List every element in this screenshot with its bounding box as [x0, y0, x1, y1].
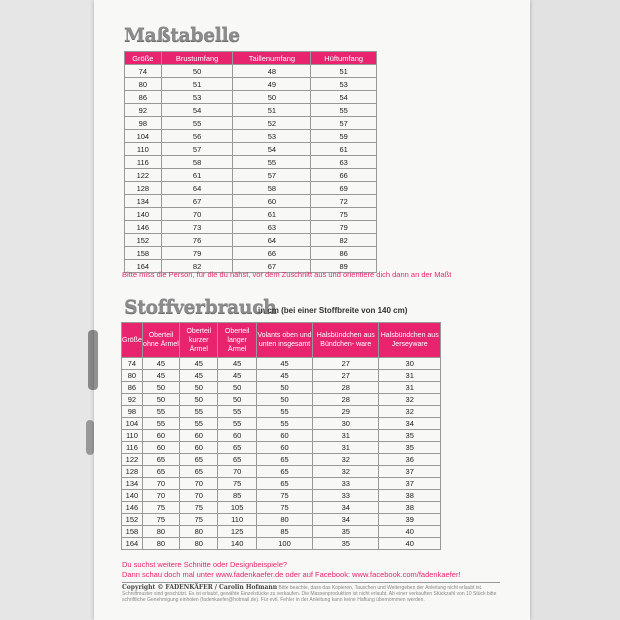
column-header: Volants oben und unten insgesamt — [256, 323, 312, 358]
table-row — [125, 182, 377, 195]
table-cell: 64 — [161, 182, 233, 195]
table-row — [122, 382, 441, 394]
table-row — [125, 117, 377, 130]
column-header: Oberteil langer Ärmel — [218, 323, 256, 358]
table-cell: 82 — [311, 234, 377, 247]
table-cell: 69 — [311, 182, 377, 195]
table-cell: 60 — [142, 430, 179, 442]
table-cell: 65 — [256, 454, 312, 466]
table-cell: 34 — [313, 502, 379, 514]
footer-text: Bitte beachte, dass das Kopieren, Tauschen und Weitergeben der Anleitung nicht erlaubt ist. Schnittmuster sind geschützt. Es ist erlaubt, gewähte Einzelstücke zu verkaufen. Die Massenproduktion ist nicht erlaubt. Ab einer verkauften Stückzahl von 10 Stück bitte schriftliche Genehmigung einholen (fadenkaefer@hotmail.de). Für evtl. Fehler in der Anleitung kann keine Haftung übernommen werden. — [122, 585, 497, 603]
table-cell: 92 — [125, 104, 162, 117]
table-cell: 66 — [311, 169, 377, 182]
table-cell: 65 — [180, 454, 218, 466]
table-cell: 86 — [125, 91, 162, 104]
table-row — [125, 78, 377, 91]
table-cell: 164 — [122, 538, 143, 550]
table-cell: 146 — [122, 502, 143, 514]
table-row — [122, 478, 441, 490]
promo-line-1: Du suchst weitere Schnitte oder Designbeispiele? — [122, 560, 288, 569]
table-cell: 86 — [311, 247, 377, 260]
table-cell: 50 — [218, 382, 256, 394]
table-cell: 67 — [161, 195, 233, 208]
table-cell: 128 — [122, 466, 143, 478]
table-cell: 122 — [125, 169, 162, 182]
table-row — [125, 195, 377, 208]
table-cell: 60 — [256, 442, 312, 454]
table-cell: 38 — [379, 502, 441, 514]
table-cell: 116 — [125, 156, 162, 169]
table-cell: 34 — [379, 418, 441, 430]
table-cell: 50 — [142, 394, 179, 406]
table-cell: 60 — [233, 195, 311, 208]
table-cell: 152 — [122, 514, 143, 526]
table-cell: 60 — [256, 430, 312, 442]
table-cell: 146 — [125, 221, 162, 234]
table-cell: 110 — [122, 430, 143, 442]
table-cell: 66 — [233, 247, 311, 260]
table-cell: 75 — [256, 490, 312, 502]
table-cell: 49 — [233, 78, 311, 91]
table-cell: 140 — [218, 538, 256, 550]
table-row — [125, 221, 377, 234]
table-cell: 31 — [379, 370, 441, 382]
table-row — [125, 169, 377, 182]
table-row — [122, 418, 441, 430]
table-cell: 80 — [256, 514, 312, 526]
table-cell: 34 — [313, 514, 379, 526]
footer — [122, 585, 502, 603]
table-cell: 104 — [122, 418, 143, 430]
table-cell: 152 — [125, 234, 162, 247]
table-cell: 30 — [313, 418, 379, 430]
table-cell: 33 — [313, 478, 379, 490]
table-cell: 35 — [313, 526, 379, 538]
table-cell: 57 — [161, 143, 233, 156]
table-cell: 45 — [142, 358, 179, 370]
column-header: Größe — [125, 52, 162, 65]
table-cell: 70 — [218, 466, 256, 478]
table-cell: 32 — [313, 466, 379, 478]
table-cell: 98 — [122, 406, 143, 418]
table-cell: 51 — [233, 104, 311, 117]
table-cell: 75 — [180, 514, 218, 526]
table-cell: 76 — [161, 234, 233, 247]
table-cell: 61 — [161, 169, 233, 182]
table-cell: 48 — [233, 65, 311, 78]
table-row — [125, 91, 377, 104]
table-cell: 52 — [233, 117, 311, 130]
column-header: Brustumfang — [161, 52, 233, 65]
table-cell: 55 — [142, 418, 179, 430]
table-cell: 51 — [161, 78, 233, 91]
table-cell: 53 — [233, 130, 311, 143]
sizes-title: Maßtabelle — [124, 24, 240, 46]
column-header: Halsbündchen aus Jerseyware — [379, 323, 441, 358]
table-cell: 61 — [311, 143, 377, 156]
table-cell: 70 — [161, 208, 233, 221]
table-row — [122, 514, 441, 526]
table-cell: 31 — [379, 382, 441, 394]
table-cell: 30 — [379, 358, 441, 370]
table-cell: 75 — [142, 514, 179, 526]
table-cell: 134 — [122, 478, 143, 490]
table-cell: 79 — [161, 247, 233, 260]
table-cell: 80 — [142, 538, 179, 550]
table-cell: 105 — [218, 502, 256, 514]
table-cell: 72 — [311, 195, 377, 208]
table-cell: 70 — [180, 490, 218, 502]
header-row — [122, 323, 441, 358]
table-cell: 50 — [142, 382, 179, 394]
table-cell: 140 — [122, 490, 143, 502]
table-cell: 67 — [233, 260, 311, 273]
table-cell: 45 — [180, 358, 218, 370]
footer-divider — [122, 582, 500, 583]
table-cell: 80 — [125, 78, 162, 91]
table-cell: 125 — [218, 526, 256, 538]
table-cell: 51 — [311, 65, 377, 78]
table-cell: 55 — [180, 418, 218, 430]
table-cell: 60 — [142, 442, 179, 454]
shadow-mark — [86, 420, 94, 455]
table-cell: 82 — [161, 260, 233, 273]
table-row — [125, 208, 377, 221]
table-cell: 53 — [311, 78, 377, 91]
table-cell: 50 — [218, 394, 256, 406]
table-cell: 37 — [379, 478, 441, 490]
table-row — [122, 454, 441, 466]
table-cell: 55 — [180, 406, 218, 418]
table-cell: 75 — [256, 502, 312, 514]
table-cell: 50 — [256, 382, 312, 394]
table-cell: 55 — [233, 156, 311, 169]
copyright: Copyright © FADENKÄFER / Carolin Hofmann — [122, 584, 278, 591]
table-row — [125, 130, 377, 143]
table-cell: 27 — [313, 358, 379, 370]
table-row — [125, 247, 377, 260]
table-cell: 28 — [313, 394, 379, 406]
table-cell: 54 — [311, 91, 377, 104]
table-cell: 45 — [256, 370, 312, 382]
background-right — [530, 0, 620, 620]
table-cell: 158 — [122, 526, 143, 538]
measure-note: Bitte miss die Person, für die du nähst, vor dem Zuschnitt aus und orientiere dich dann an der Maßt — [122, 270, 452, 279]
table-row — [122, 430, 441, 442]
table-row — [122, 442, 441, 454]
table-cell: 73 — [161, 221, 233, 234]
table-cell: 53 — [161, 91, 233, 104]
table-cell: 85 — [218, 490, 256, 502]
background-left — [0, 0, 94, 620]
table-cell: 58 — [161, 156, 233, 169]
table-cell: 56 — [161, 130, 233, 143]
table-cell: 35 — [313, 538, 379, 550]
table-cell: 35 — [379, 442, 441, 454]
fabric-table — [121, 322, 441, 550]
table-cell: 45 — [218, 370, 256, 382]
table-cell: 40 — [379, 526, 441, 538]
table-cell: 32 — [313, 454, 379, 466]
table-cell: 70 — [142, 490, 179, 502]
table-cell: 45 — [180, 370, 218, 382]
fabric-title: Stoffverbrauch — [124, 296, 277, 318]
table-cell: 58 — [233, 182, 311, 195]
table-cell: 122 — [122, 454, 143, 466]
table-cell: 60 — [218, 430, 256, 442]
table-cell: 164 — [125, 260, 162, 273]
table-cell: 35 — [379, 430, 441, 442]
table-cell: 50 — [161, 65, 233, 78]
table-cell: 92 — [122, 394, 143, 406]
table-row — [122, 370, 441, 382]
table-row — [122, 394, 441, 406]
table-cell: 74 — [125, 65, 162, 78]
table-cell: 32 — [379, 406, 441, 418]
table-row — [125, 234, 377, 247]
table-cell: 104 — [125, 130, 162, 143]
table-row — [125, 104, 377, 117]
table-cell: 89 — [311, 260, 377, 273]
column-header: Größe — [122, 323, 143, 358]
table-row — [122, 406, 441, 418]
table-cell: 50 — [233, 91, 311, 104]
table-cell: 38 — [379, 490, 441, 502]
table-cell: 75 — [311, 208, 377, 221]
table-cell: 100 — [256, 538, 312, 550]
table-cell: 116 — [122, 442, 143, 454]
table-cell: 61 — [233, 208, 311, 221]
table-cell: 27 — [313, 370, 379, 382]
table-cell: 55 — [311, 104, 377, 117]
table-cell: 65 — [180, 466, 218, 478]
column-header: Hüftumfang — [311, 52, 377, 65]
table-cell: 50 — [256, 394, 312, 406]
table-cell: 36 — [379, 454, 441, 466]
table-cell: 85 — [256, 526, 312, 538]
table-cell: 63 — [233, 221, 311, 234]
column-header: Taillenumfang — [233, 52, 311, 65]
column-header: Halsbündchen aus Bündchen- ware — [313, 323, 379, 358]
table-row — [122, 466, 441, 478]
table-cell: 57 — [311, 117, 377, 130]
table-cell: 63 — [311, 156, 377, 169]
table-cell: 70 — [142, 478, 179, 490]
table-cell: 65 — [256, 478, 312, 490]
sizes-table — [124, 51, 377, 273]
table-cell: 65 — [218, 454, 256, 466]
shadow-mark — [88, 330, 98, 390]
table-cell: 45 — [256, 358, 312, 370]
header-row — [125, 52, 377, 65]
table-cell: 37 — [379, 466, 441, 478]
table-cell: 65 — [142, 454, 179, 466]
table-cell: 140 — [125, 208, 162, 221]
table-cell: 28 — [313, 382, 379, 394]
table-row — [122, 526, 441, 538]
table-cell: 54 — [161, 104, 233, 117]
table-cell: 65 — [256, 466, 312, 478]
table-cell: 80 — [180, 526, 218, 538]
table-cell: 128 — [125, 182, 162, 195]
table-cell: 55 — [218, 418, 256, 430]
table-cell: 74 — [122, 358, 143, 370]
table-row — [125, 156, 377, 169]
table-cell: 158 — [125, 247, 162, 260]
table-cell: 50 — [180, 382, 218, 394]
table-cell: 45 — [142, 370, 179, 382]
table-cell: 29 — [313, 406, 379, 418]
table-cell: 75 — [142, 502, 179, 514]
fabric-subtitle: in cm (bei einer Stoffbreite von 140 cm) — [258, 306, 408, 315]
table-cell: 86 — [122, 382, 143, 394]
table-cell: 55 — [142, 406, 179, 418]
table-cell: 79 — [311, 221, 377, 234]
table-cell: 64 — [233, 234, 311, 247]
table-cell: 65 — [218, 442, 256, 454]
table-cell: 39 — [379, 514, 441, 526]
table-row — [122, 502, 441, 514]
table-cell: 80 — [142, 526, 179, 538]
table-cell: 60 — [180, 430, 218, 442]
table-row — [122, 358, 441, 370]
table-cell: 31 — [313, 430, 379, 442]
table-cell: 40 — [379, 538, 441, 550]
column-header: Oberteil ohne Ärmel — [142, 323, 179, 358]
table-cell: 31 — [313, 442, 379, 454]
table-cell: 75 — [180, 502, 218, 514]
table-row — [122, 490, 441, 502]
table-cell: 98 — [125, 117, 162, 130]
table-cell: 45 — [218, 358, 256, 370]
table-cell: 33 — [313, 490, 379, 502]
table-row — [122, 538, 441, 550]
table-cell: 80 — [180, 538, 218, 550]
table-cell: 55 — [161, 117, 233, 130]
table-cell: 75 — [218, 478, 256, 490]
table-row — [125, 65, 377, 78]
table-row — [125, 143, 377, 156]
table-cell: 50 — [180, 394, 218, 406]
table-cell: 55 — [256, 406, 312, 418]
table-cell: 54 — [233, 143, 311, 156]
table-cell: 65 — [142, 466, 179, 478]
table-cell: 57 — [233, 169, 311, 182]
promo-line-2: Dann schau doch mal unter www.fadenkaefer.de oder auf Facebook: www.facebook.com/fadenkaefer! — [122, 570, 461, 579]
table-cell: 60 — [180, 442, 218, 454]
table-cell: 55 — [256, 418, 312, 430]
table-cell: 110 — [125, 143, 162, 156]
table-cell: 134 — [125, 195, 162, 208]
table-cell: 70 — [180, 478, 218, 490]
table-cell: 110 — [218, 514, 256, 526]
column-header: Oberteil kurzer Ärmel — [180, 323, 218, 358]
table-cell: 55 — [218, 406, 256, 418]
table-cell: 80 — [122, 370, 143, 382]
table-cell: 59 — [311, 130, 377, 143]
table-cell: 32 — [379, 394, 441, 406]
